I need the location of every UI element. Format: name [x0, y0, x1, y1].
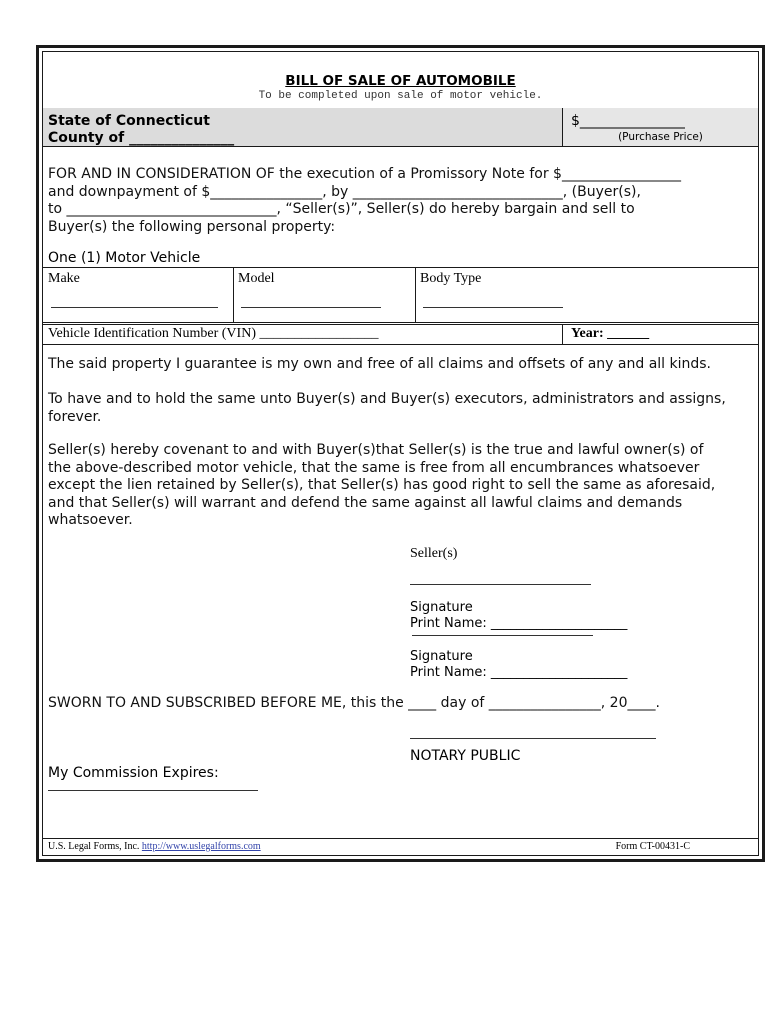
- county-field[interactable]: County of _______________: [48, 130, 235, 146]
- covenant-line-3: except the lien retained by Seller(s), that Seller(s) has good right to sell the same as aforesaid,: [48, 477, 716, 493]
- purchase-price-caption: (Purchase Price): [618, 131, 703, 143]
- state-county-row: [43, 108, 758, 147]
- form-frame: [36, 45, 765, 862]
- print-name-field-2[interactable]: Print Name: _____________________: [410, 665, 628, 680]
- consideration-line-3: to ______________________________, “Seller(s)”, Seller(s) do hereby bargain and sell to: [48, 201, 635, 217]
- form-footer: [43, 838, 758, 855]
- sworn-statement: [48, 695, 750, 713]
- seller-signature-line-2[interactable]: [412, 635, 593, 636]
- covenant-line-4: and that Seller(s) will warrant and defend the same against all lawful claims and demands: [48, 494, 683, 511]
- footer-company: U.S. Legal Forms, Inc.: [48, 841, 140, 852]
- covenant-line-2: the above-described motor vehicle, that the same is free from all encumbrances whatsoever: [48, 459, 700, 476]
- vehicle-heading: One (1) Motor Vehicle: [48, 250, 201, 266]
- covenant-paragraph: [48, 442, 750, 530]
- state-county-block: [48, 113, 234, 147]
- body-type-label: Body Type: [420, 271, 482, 286]
- model-cell: [233, 268, 416, 322]
- consideration-line-4: Buyer(s) the following personal property:: [48, 218, 336, 235]
- commission-expires-label: My Commission Expires:: [48, 765, 219, 781]
- signature-label-2: Signature: [410, 649, 473, 664]
- consideration-line-1: FOR AND IN CONSIDERATION OF the execution of a Promissory Note for $_________________: [48, 166, 681, 182]
- commission-expires-field[interactable]: [48, 790, 258, 791]
- year-field[interactable]: Year: ______: [571, 326, 650, 341]
- purchase-price-cell: [562, 108, 758, 146]
- to-have-line-2: forever.: [48, 408, 102, 425]
- model-label: Model: [238, 271, 275, 286]
- make-cell: [43, 268, 234, 322]
- notary-signature-line[interactable]: [410, 738, 656, 739]
- seller-signature-line-1[interactable]: [410, 584, 591, 585]
- vin-field[interactable]: Vehicle Identification Number (VIN) _________________: [48, 326, 379, 341]
- year-cell: [562, 325, 758, 344]
- form-body: [42, 51, 759, 856]
- print-name-field-1[interactable]: Print Name: _____________________: [410, 616, 628, 631]
- sellers-heading: Seller(s): [410, 546, 458, 561]
- body-type-cell: [415, 268, 765, 322]
- purchase-price-field[interactable]: $_______________: [571, 113, 685, 129]
- to-have-paragraph: [48, 391, 750, 426]
- sworn-text[interactable]: SWORN TO AND SUBSCRIBED BEFORE ME, this the ____ day of ________________, 20____.: [48, 695, 660, 711]
- vin-row: [43, 324, 758, 345]
- to-have-line-1: To have and to hold the same unto Buyer(s) and Buyer(s) executors, administrators and assigns,: [48, 391, 726, 407]
- state-line: State of Connecticut: [48, 113, 210, 129]
- document-title: BILL OF SALE OF AUTOMOBILE: [285, 73, 516, 89]
- footer-publisher: [48, 841, 261, 852]
- vehicle-table: [43, 267, 758, 323]
- make-label: Make: [48, 271, 80, 286]
- guarantee-paragraph: [48, 356, 750, 374]
- covenant-line-1: Seller(s) hereby covenant to and with Buyer(s)that Seller(s) is the true and lawful owner(s) of: [48, 442, 704, 458]
- consideration-line-2: and downpayment of $________________, by ______________________________, (Buyer(s),: [48, 183, 641, 200]
- footer-website-link[interactable]: http://www.uslegalforms.com: [141, 841, 261, 852]
- footer-form-number: Form CT-00431-C: [615, 841, 690, 852]
- model-field[interactable]: [241, 307, 381, 308]
- guarantee-text: The said property I guarantee is my own and free of all claims and offsets of any and all kinds.: [48, 356, 712, 372]
- make-field[interactable]: [51, 307, 218, 308]
- signature-label-1: Signature: [410, 600, 473, 615]
- form-header: [43, 52, 758, 109]
- covenant-line-5: whatsoever.: [48, 512, 133, 528]
- consideration-paragraph: [48, 166, 750, 236]
- body-type-field[interactable]: [423, 307, 563, 308]
- document-subtitle: To be completed upon sale of motor vehicle.: [258, 90, 543, 102]
- notary-public-label: NOTARY PUBLIC: [410, 748, 521, 764]
